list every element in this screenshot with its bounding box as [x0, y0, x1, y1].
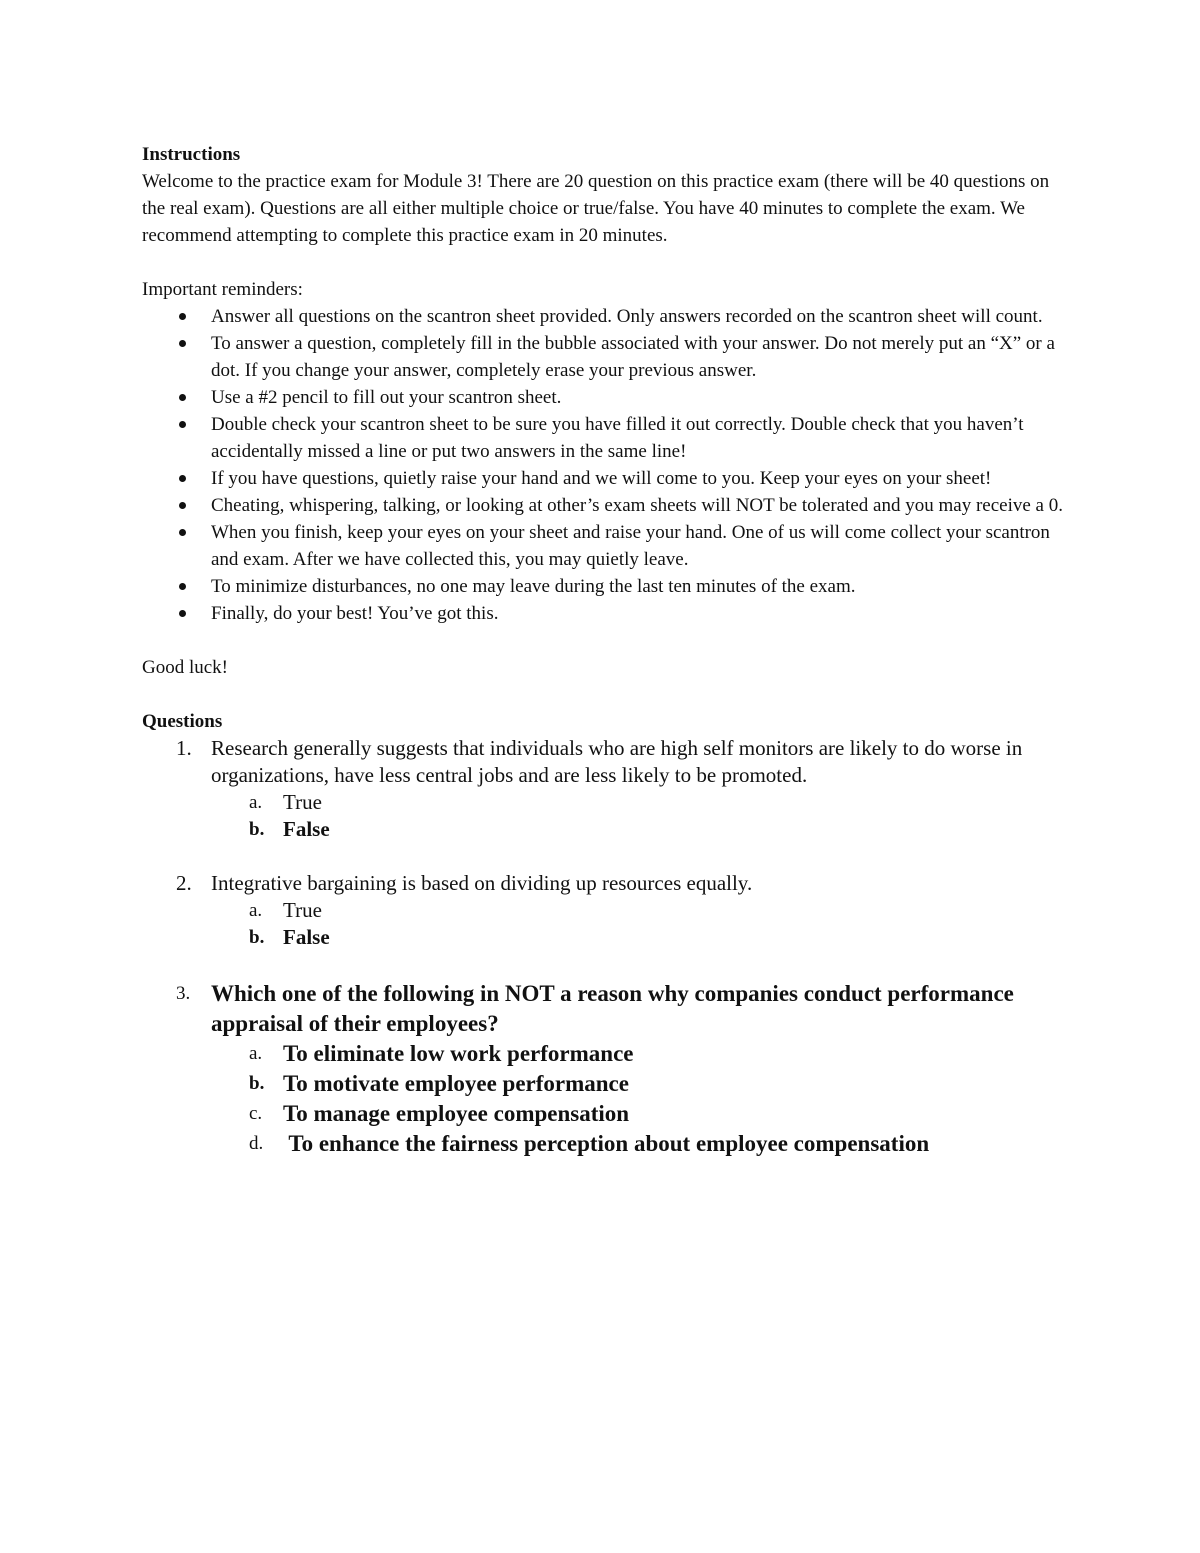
reminder-text: When you finish, keep your eyes on your sheet and raise your hand. One of us will come collect your scantron and exam. After we have collected this, you may quietly leave.	[211, 522, 1050, 570]
option-text: True	[283, 790, 322, 814]
reminder-text: Double check your scantron sheet to be sure you have filled it out correctly. Double check that you haven’t accidentally missed a line or put two answers in the same line!	[211, 414, 1024, 462]
option-text: False	[283, 817, 330, 841]
option-a	[211, 1039, 1072, 1069]
option-a	[211, 789, 1072, 816]
bullet-icon	[179, 421, 186, 428]
instructions-intro: Welcome to the practice exam for Module 3! There are 20 question on this practice exam (there will be 40 questions on the real exam). Questions are all either multiple choice or true/false. You have 40 minutes to complete the exam. We recommend attempting to complete this practice exam in 20 minutes.	[142, 171, 1050, 246]
bullet-icon	[179, 475, 186, 482]
option-letter: b.	[249, 1073, 265, 1094]
option-letter: a.	[249, 900, 263, 921]
reminder-item	[142, 573, 1072, 600]
reminder-item	[142, 600, 1072, 627]
question-number: 2.	[176, 871, 192, 895]
reminder-item	[142, 330, 1072, 384]
bullet-icon	[179, 313, 186, 320]
bullet-icon	[179, 529, 186, 536]
option-a	[211, 897, 1072, 924]
reminder-item	[142, 411, 1072, 465]
option-letter: b.	[249, 927, 265, 948]
question-2	[142, 870, 1072, 951]
reminders-label: Important reminders:	[142, 279, 303, 300]
bullet-icon	[179, 583, 186, 590]
options-list	[211, 1039, 1072, 1159]
reminder-text: Cheating, whispering, talking, or looking at other’s exam sheets will NOT be tolerated and you may receive a 0.	[211, 495, 1063, 516]
question-number: 3.	[176, 983, 191, 1004]
option-text: To manage employee compensation	[283, 1101, 630, 1126]
options-list	[211, 897, 1072, 951]
option-b	[211, 924, 1072, 951]
bullet-icon	[179, 340, 186, 347]
option-text: To motivate employee performance	[283, 1071, 629, 1096]
option-letter: a.	[249, 792, 263, 813]
reminder-item	[142, 492, 1072, 519]
reminders-list	[142, 303, 1072, 627]
spacer	[142, 627, 1072, 654]
closing-text: Good luck!	[142, 657, 229, 678]
bullet-icon	[179, 502, 186, 509]
reminder-text: To minimize disturbances, no one may leave during the last ten minutes of the exam.	[211, 576, 856, 597]
option-text: To enhance the fairness perception about employee compensation	[283, 1131, 930, 1156]
option-c	[211, 1099, 1072, 1129]
reminder-text: If you have questions, quietly raise your hand and we will come to you. Keep your eyes on your sheet!	[211, 468, 992, 489]
questions-heading: Questions	[142, 711, 223, 732]
reminder-item	[142, 465, 1072, 492]
option-d	[211, 1129, 1072, 1159]
option-letter: a.	[249, 1043, 263, 1064]
instructions-heading: Instructions	[142, 144, 241, 165]
spacer	[142, 843, 1072, 870]
option-text: False	[283, 925, 330, 949]
question-text: Research generally suggests that individuals who are high self monitors are likely to do worse in organizations, have less central jobs and are less likely to be promoted.	[211, 736, 1023, 787]
option-letter: b.	[249, 819, 265, 840]
spacer	[142, 951, 1072, 979]
option-b	[211, 1069, 1072, 1099]
spacer	[142, 249, 1072, 276]
option-letter: c.	[249, 1103, 263, 1124]
question-number: 1.	[176, 736, 192, 760]
reminder-text: To answer a question, completely fill in the bubble associated with your answer. Do not merely put an “X” or a dot. If you change your answer, completely erase your previous answer.	[211, 333, 1055, 381]
question-1	[142, 735, 1072, 843]
option-text: To eliminate low work performance	[283, 1041, 634, 1066]
reminder-text: Answer all questions on the scantron sheet provided. Only answers recorded on the scantron sheet will count.	[211, 306, 1043, 327]
options-list	[211, 789, 1072, 843]
option-letter: d.	[249, 1133, 264, 1154]
question-3	[142, 979, 1072, 1159]
question-text: Which one of the following in NOT a reason why companies conduct performance appraisal of their employees?	[211, 981, 1014, 1036]
reminder-item	[142, 303, 1072, 330]
reminder-text: Finally, do your best! You’ve got this.	[211, 603, 499, 624]
question-text: Integrative bargaining is based on dividing up resources equally.	[211, 871, 753, 895]
bullet-icon	[179, 394, 186, 401]
reminder-item	[142, 384, 1072, 411]
spacer	[142, 681, 1072, 708]
document-page	[142, 141, 1072, 1159]
reminder-item	[142, 519, 1072, 573]
option-text: True	[283, 898, 322, 922]
option-b	[211, 816, 1072, 843]
reminder-text: Use a #2 pencil to fill out your scantron sheet.	[211, 387, 562, 408]
bullet-icon	[179, 610, 186, 617]
